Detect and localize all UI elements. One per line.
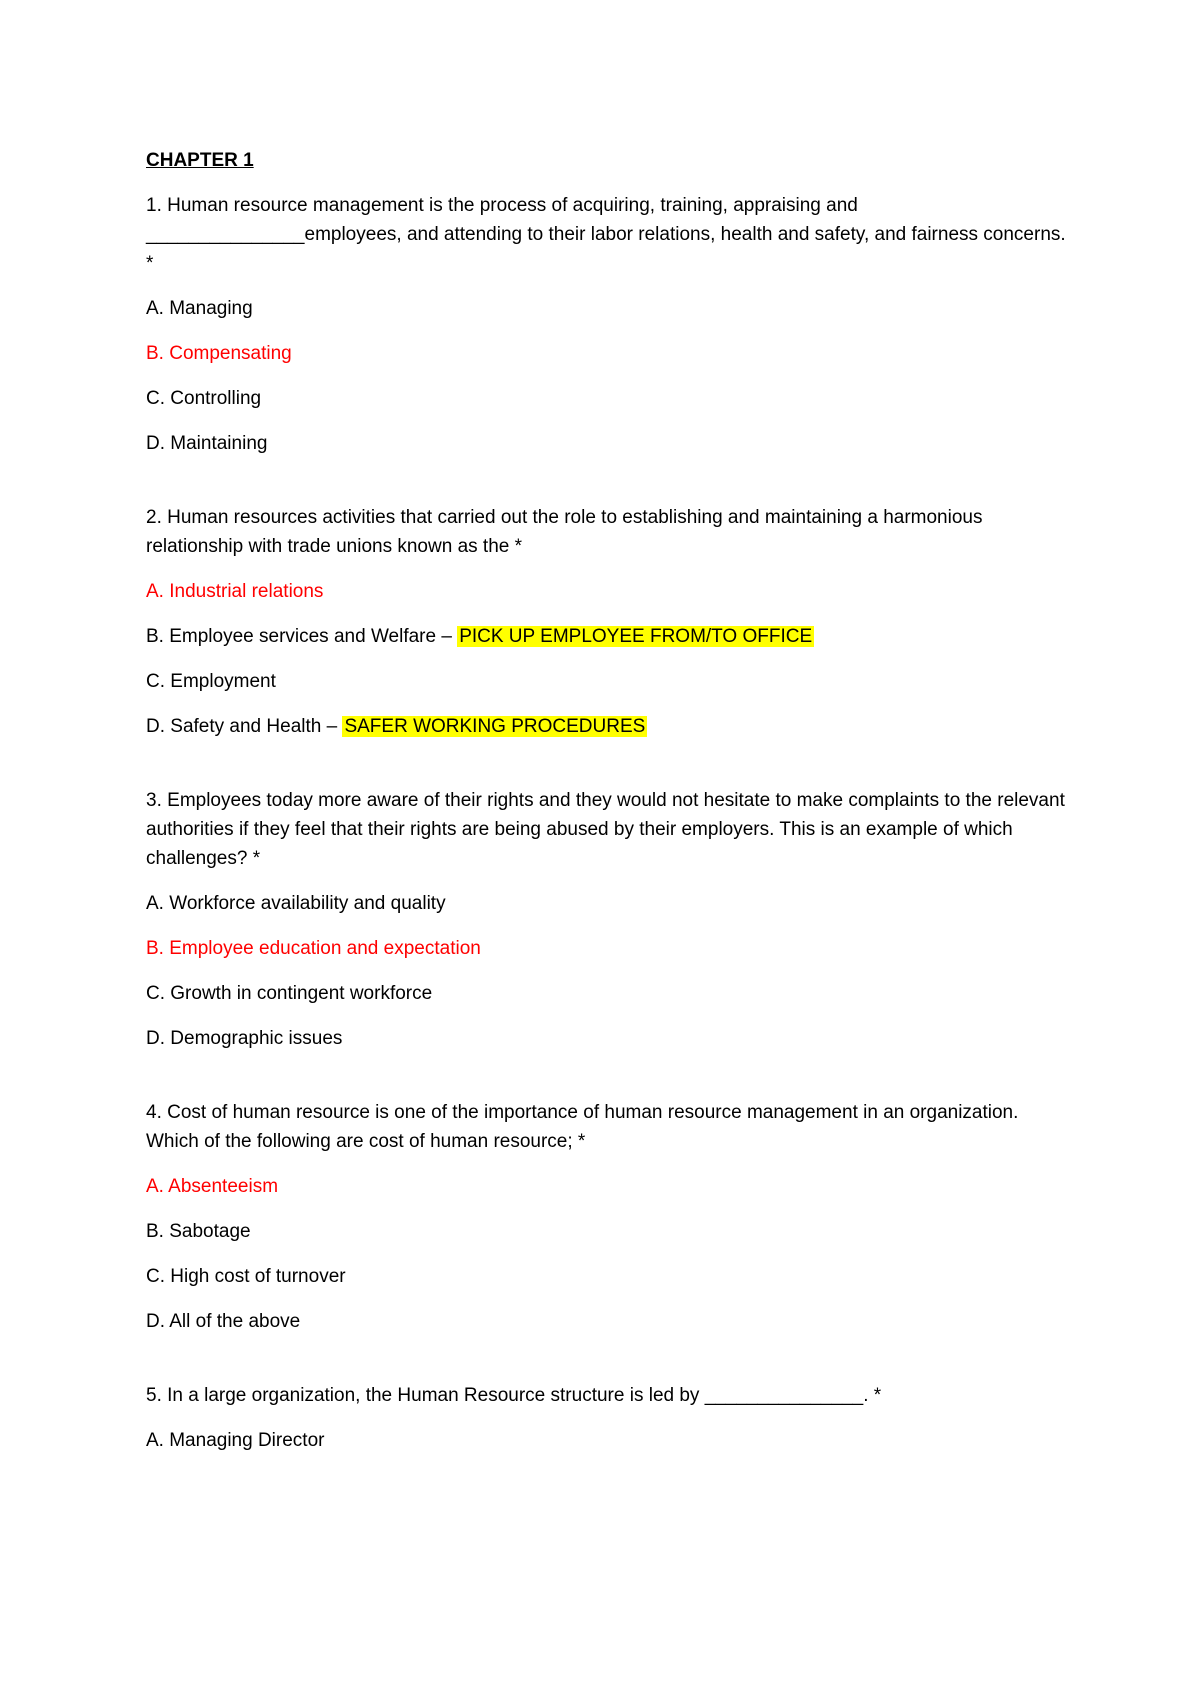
option-c: C. Growth in contingent workforce <box>146 983 433 1004</box>
question-number: 2. <box>146 507 162 528</box>
option-a: A. Managing <box>146 298 253 319</box>
question-text <box>146 191 1076 278</box>
option-b: B. Sabotage <box>146 1221 251 1242</box>
question-body: In a large organization, the Human Resource structure is led by _______________. * <box>167 1385 882 1406</box>
question-body: Cost of human resource is one of the importance of human resource management in an organization. Which of the following are cost of human resource; * <box>146 1102 1019 1152</box>
question-body: Human resources activities that carried out the role to establishing and maintaining a harmonious relationship with trade unions known as the * <box>146 507 983 557</box>
option-d <box>146 712 1076 741</box>
question-body: Employees today more aware of their rights and they would not hesitate to make complaints to the relevant authorities if they feel that their rights are being abused by their employers. This is an example of which challenges? * <box>146 790 1065 869</box>
option-c: C. High cost of turnover <box>146 1266 346 1287</box>
option-a: A. Managing Director <box>146 1430 325 1451</box>
option-a-correct: A. Industrial relations <box>146 581 324 602</box>
option-a: A. Workforce availability and quality <box>146 893 446 914</box>
option-text: B. Employee services and Welfare – <box>146 626 458 647</box>
question-number: 1. <box>146 195 162 216</box>
question-number: 5. <box>146 1385 162 1406</box>
question-2 <box>146 503 1076 741</box>
option-b-correct: B. Compensating <box>146 343 292 364</box>
question-text <box>146 1381 1076 1410</box>
question-number: 4. <box>146 1102 162 1123</box>
document-content <box>146 146 1076 1471</box>
option-d: D. Demographic issues <box>146 1028 343 1049</box>
spacer <box>146 474 1076 503</box>
highlighted-note: SAFER WORKING PROCEDURES <box>344 716 646 737</box>
option-b-correct: B. Employee education and expectation <box>146 938 481 959</box>
highlighted-note: PICK UP EMPLOYEE FROM/TO OFFICE <box>459 626 813 647</box>
question-1 <box>146 191 1076 458</box>
option-b <box>146 622 1076 651</box>
spacer <box>146 1069 1076 1098</box>
question-text <box>146 1098 1076 1156</box>
option-text: D. Safety and Health – <box>146 716 343 737</box>
option-a-correct: A. Absenteeism <box>146 1176 279 1197</box>
question-number: 3. <box>146 790 162 811</box>
option-c: C. Employment <box>146 671 276 692</box>
chapter-title: CHAPTER 1 <box>146 150 254 171</box>
question-text <box>146 503 1076 561</box>
option-d: D. All of the above <box>146 1311 301 1332</box>
question-body: Human resource management is the process of acquiring, training, appraising and _______________employees, and attending to their labor relations, health and safety, and fairness concerns. * <box>146 195 1066 274</box>
spacer <box>146 757 1076 786</box>
question-3 <box>146 786 1076 1053</box>
option-d: D. Maintaining <box>146 433 268 454</box>
spacer <box>146 1352 1076 1381</box>
option-c: C. Controlling <box>146 388 262 409</box>
question-5 <box>146 1381 1076 1455</box>
question-4 <box>146 1098 1076 1336</box>
question-text <box>146 786 1076 873</box>
